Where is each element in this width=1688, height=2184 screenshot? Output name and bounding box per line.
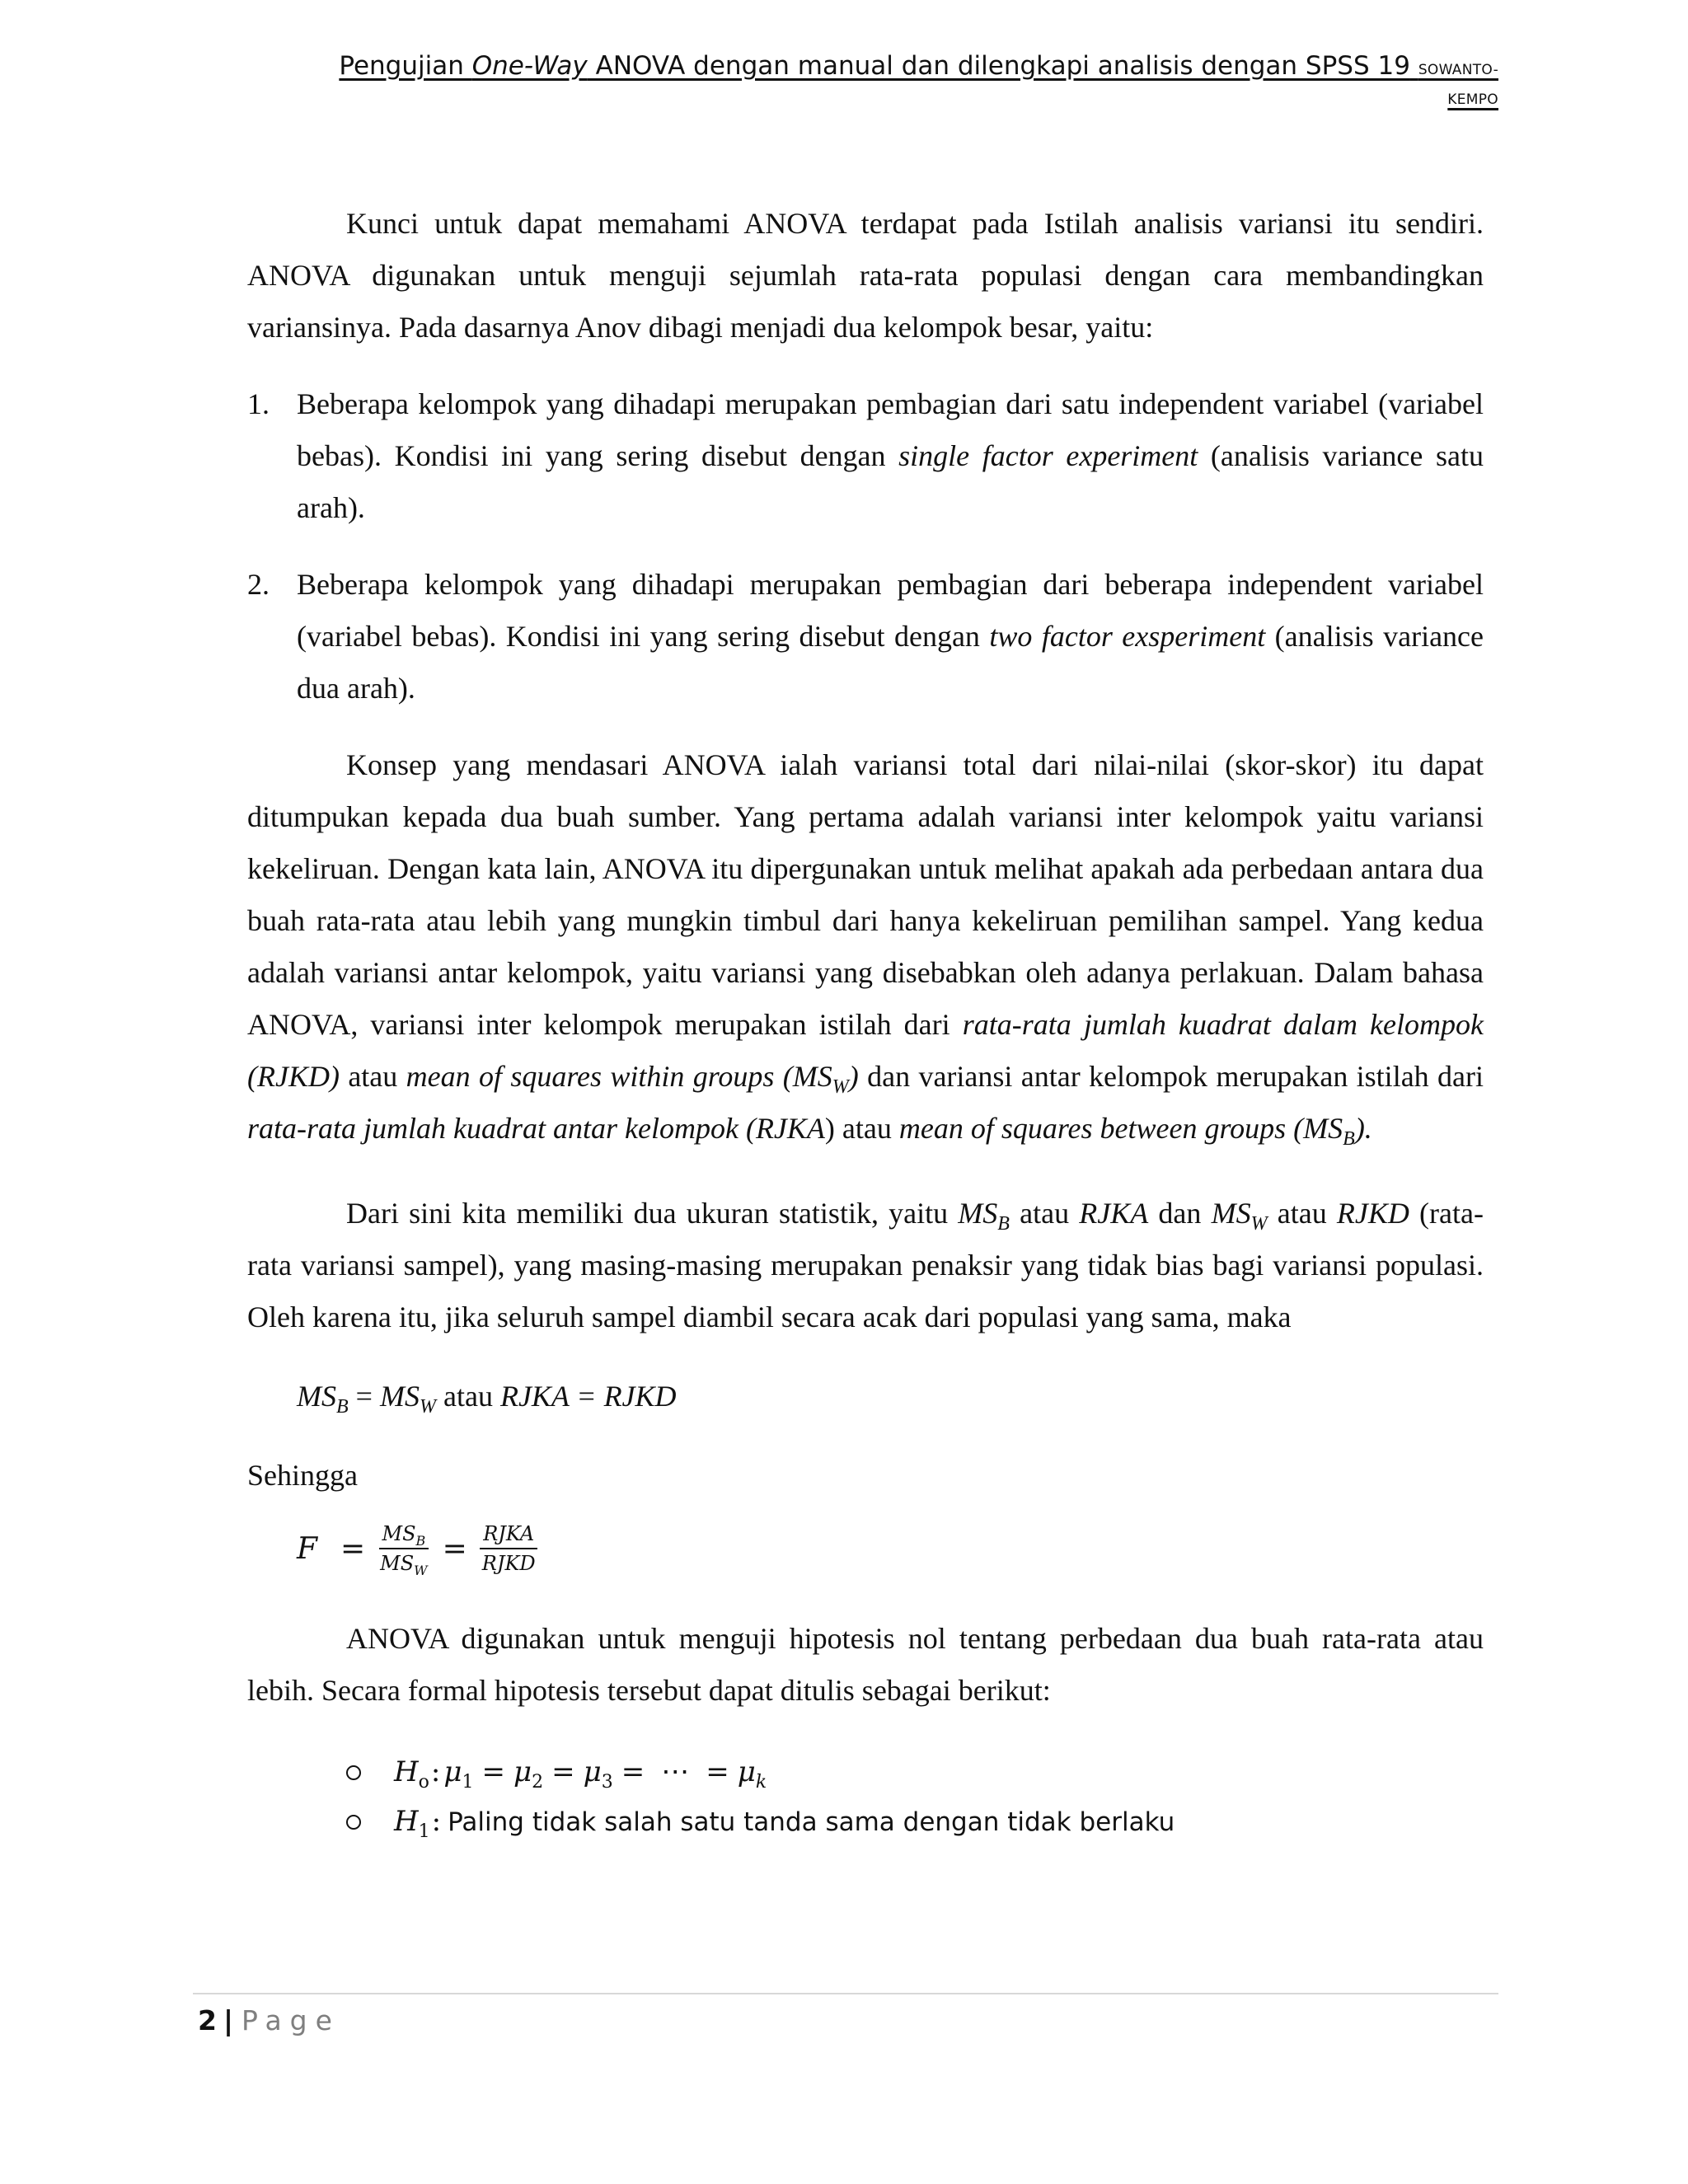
subscript: 1 <box>418 1821 430 1842</box>
sehingga-label: Sehingga <box>247 1459 358 1492</box>
subscript: W <box>414 1562 428 1578</box>
math-mu2 <box>513 1755 544 1793</box>
subscript: 2 <box>532 1771 544 1793</box>
list-item <box>247 378 1484 534</box>
math-symbol: MS <box>958 1197 998 1230</box>
equals-sign: = <box>551 1755 575 1788</box>
header-title-italic: One-Way <box>471 51 588 81</box>
page-label: Page <box>241 2004 340 2036</box>
math-symbol: MS <box>382 1522 416 1545</box>
math-symbol: μ <box>443 1755 462 1788</box>
footer-separator: | <box>223 2004 234 2036</box>
fraction-ms <box>377 1521 430 1576</box>
circle-bullet-icon <box>346 1765 361 1780</box>
h1-text: Paling tidak salah satu tanda sama dengan tidak berlaku <box>448 1807 1175 1837</box>
subscript: k <box>755 1771 767 1793</box>
konsep-text: dan variansi antar kelompok merupakan istilah dari <box>858 1060 1484 1093</box>
dari-text: atau <box>1009 1197 1080 1230</box>
konsep-italic-part: ) <box>848 1060 859 1093</box>
subscript: B <box>336 1396 349 1418</box>
header-title-part: Pengujian <box>339 51 472 81</box>
konsep-italic-part: mean of squares within groups (MS <box>406 1060 832 1093</box>
anova-hypothesis-paragraph: ANOVA digunakan untuk menguji hipotesis nol tentang perbedaan dua buah rata-rata atau lebih. Secara formal hipotesis tersebut dapat ditulis sebagai berikut: <box>247 1622 1484 1707</box>
document-body <box>247 198 1484 1845</box>
math-rjka: RJKA <box>1079 1197 1149 1230</box>
dari-text: atau <box>1267 1197 1337 1230</box>
fraction-rjk <box>479 1521 539 1576</box>
hypothesis-h1 <box>346 1796 1484 1845</box>
dari-text: (rata-rata variansi sampel), yang masing-masing merupakan penaksir yang tidak bias bagi variansi populasi. Oleh karena itu, jika seluruh sampel diambil secara acak dari populasi yang sama, maka <box>247 1197 1484 1333</box>
subscript: o <box>418 1771 429 1793</box>
math-f: F <box>297 1531 317 1566</box>
konsep-text: Konsep yang mendasari ANOVA ialah variansi total dari nilai-nilai (skor-skor) itu dapat ditumpukan kepada dua buah sumber. Yang pertama adalah variansi inter kelompok yaitu variansi kekeliruan. Dengan kata lain, ANOVA itu dipergunakan untuk melihat apakah ada perbedaan antara dua buah rata-rata atau lebih yang mungkin timbul dari hanya kekeliruan pemilihan sampel. Yang kedua adalah variansi antar kelompok, yaitu variansi yang disebabkan oleh adanya perlakuan. Dalam bahasa ANOVA, variansi inter kelompok merupakan istilah dari <box>247 748 1484 1041</box>
math-msw <box>1211 1197 1268 1235</box>
hypothesis-h0 <box>346 1746 1484 1796</box>
subscript: W <box>1250 1213 1268 1235</box>
math-symbol: μ <box>583 1755 602 1788</box>
equality-text: atau <box>435 1380 500 1413</box>
math-h0 <box>394 1755 429 1793</box>
math-symbol: H <box>394 1805 419 1838</box>
list-text: Beberapa kelompok yang dihadapi merupakan pembagian dari beberapa independent variabel (variabel bebas). Kondisi ini yang sering disebut dengan <box>297 568 1484 653</box>
math-symbol: H <box>394 1755 419 1788</box>
header-author: SOWANTO-KEMPO <box>1418 62 1498 108</box>
dari-text: dan <box>1148 1197 1212 1230</box>
dari-text: Dari sini kita memiliki dua ukuran statistik, yaitu <box>346 1197 959 1230</box>
list-text: Beberapa kelompok yang dihadapi merupakan pembagian dari satu independent variabel (variabel bebas). Kondisi ini yang sering disebut dengan <box>297 387 1484 472</box>
page-header <box>328 51 1498 110</box>
list-text: (analisis variance satu arah). <box>297 439 1484 524</box>
equals-sign: = <box>348 1380 380 1413</box>
subscript: B <box>415 1532 426 1549</box>
konsep-italic: rata-rata jumlah kuadrat dalam kelompok (RJKD) <box>247 1008 1484 1093</box>
math-symbol: MS <box>1211 1197 1251 1230</box>
subscript: W <box>832 1076 849 1099</box>
list-number: 1. <box>247 387 270 420</box>
equals-sign: = <box>442 1531 467 1566</box>
fraction-numerator: RJKA <box>480 1521 537 1549</box>
fraction-numerator <box>379 1521 429 1549</box>
math-muk <box>737 1755 767 1793</box>
hypothesis-list <box>247 1746 1484 1845</box>
fraction-denominator: RJKD <box>481 1552 536 1575</box>
equals-sign: = <box>340 1531 366 1566</box>
subscript: 3 <box>601 1771 613 1793</box>
header-title-part: ANOVA dengan manual dan dilengkapi analisis dengan SPSS 19 <box>587 51 1410 81</box>
konsep-italic: rata-rata jumlah kuadrat antar kelompok (RJKA <box>247 1112 825 1145</box>
list-text: (analisis variance dua arah). <box>297 620 1484 705</box>
intro-paragraph: Kunci untuk dapat memahami ANOVA terdapat pada Istilah analisis variansi itu sendiri. ANOVA digunakan untuk menguji sejumlah rata-rata populasi dengan cara membandingkan variansinya. Pada dasarnya Anov dibagi menjadi dua kelompok besar, yaitu: <box>247 207 1484 344</box>
math-h1 <box>394 1805 430 1842</box>
math-rjkd: RJKD <box>1336 1197 1409 1230</box>
math-mu3 <box>583 1755 613 1793</box>
math-symbol: μ <box>737 1755 756 1788</box>
footer-divider <box>193 1993 1498 1994</box>
math-symbol: μ <box>513 1755 532 1788</box>
list-item <box>247 559 1484 715</box>
konsep-paragraph <box>247 739 1484 1155</box>
subscript: 1 <box>462 1771 474 1793</box>
f-ratio-formula <box>247 1511 1484 1586</box>
math-mu1 <box>443 1755 474 1793</box>
subscript: B <box>1343 1128 1355 1151</box>
colon: : <box>430 1755 441 1788</box>
konsep-italic <box>898 1112 1372 1151</box>
circle-bullet-icon <box>346 1815 361 1830</box>
dari-paragraph <box>247 1188 1484 1343</box>
subscript: B <box>997 1213 1010 1235</box>
ellipsis: ⋯ <box>661 1755 690 1788</box>
konsep-italic-part: ). <box>1354 1112 1372 1145</box>
equals-sign: = <box>706 1755 729 1788</box>
fraction-denominator <box>377 1549 430 1576</box>
subscript: W <box>419 1396 436 1418</box>
konsep-text: ) atau <box>824 1112 899 1145</box>
math-msb <box>297 1380 349 1418</box>
equality-equation <box>247 1371 1484 1422</box>
konsep-italic-part: mean of squares between groups (MS <box>898 1112 1343 1145</box>
math-symbol: MS <box>297 1380 336 1413</box>
list-italic: single factor experiment <box>898 439 1198 472</box>
math-symbol: MS <box>380 1552 415 1575</box>
anova-type-list <box>247 378 1484 715</box>
math-symbol: MS <box>379 1380 420 1413</box>
math-msb <box>958 1197 1010 1235</box>
equals-sign: = <box>621 1755 645 1788</box>
page-footer <box>198 2004 340 2036</box>
konsep-italic <box>406 1060 859 1099</box>
header-title <box>339 51 1498 110</box>
math-rjka-rjkd: RJKA = RJKD <box>499 1380 677 1413</box>
math-msw <box>379 1380 436 1418</box>
konsep-text: atau <box>339 1060 406 1093</box>
colon: : <box>431 1805 442 1838</box>
page-number: 2 <box>198 2004 217 2036</box>
list-italic: two factor exsperiment <box>989 620 1266 653</box>
equals-sign: = <box>481 1755 505 1788</box>
list-number: 2. <box>247 568 270 601</box>
